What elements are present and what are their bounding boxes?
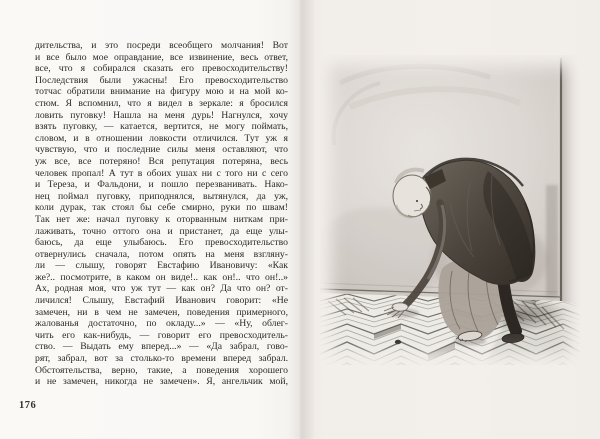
- text-line: Так нет же: начал пуговку к оторванным ниткам при-: [35, 213, 288, 225]
- text-line: жалованья достаточно, по окладу...» — «Ну, облег-: [35, 318, 288, 330]
- text-line: взять пуговку, — катается, вертится, не могу поймать,: [35, 121, 288, 133]
- text-line: словом, и в отношении ловкости отличился. Тут уж я: [35, 132, 288, 144]
- page-number: 176: [19, 400, 37, 411]
- body-text: [35, 40, 288, 388]
- text-line: личился! Слышу, Евстафий Иванович говорит: «Не: [35, 295, 288, 307]
- text-line: человек пропал! А тут в обоих ушах ни с того ни с сего: [35, 167, 288, 179]
- hand: [392, 303, 408, 311]
- text-line: Последствия были ужасны! Его превосходительство: [35, 74, 288, 86]
- text-line: уж все, все потеряно! Вся репутация потеряна, весь: [35, 155, 288, 167]
- illustration: [320, 55, 580, 365]
- wall-corner: [561, 55, 580, 305]
- text-line: и не замечен, никогда не замечен». Я, ангельчик мой,: [35, 376, 288, 388]
- text-line: лаживать, точно оттого она и пристанет, да еще улы-: [35, 225, 288, 237]
- text-line: Ах, родная моя, что уж тут — как он? Да что он? от-: [35, 283, 288, 295]
- text-line: ловить пуговку! Нашла на меня дурь! Нагнулся, хочу: [35, 109, 288, 121]
- text-line: нец поймал пуговку, приподнялся, вытянулся, да уж,: [35, 190, 288, 202]
- text-line: замечен, ни в чем не замечен, поведения примерного,: [35, 306, 288, 318]
- eye: [416, 200, 418, 202]
- text-line: рят, забрал, вот за столько-то времени вперед забрал.: [35, 353, 288, 365]
- text-line: все, что я собирался сказать его превосходительству!: [35, 63, 288, 75]
- text-line: отвернулись сначала, потом опять на меня взгляну-: [35, 248, 288, 260]
- text-line: дительства, и это посреди всеобщего молчания! Вот: [35, 40, 288, 51]
- text-line: тотчас обратили внимание на фигуру мою и на мой ко-: [35, 86, 288, 98]
- text-line: баюсь, да еще улыбаюсь. Его превосходительство: [35, 237, 288, 249]
- text-line: чувствую, что и последние силы меня оставляют, что: [35, 144, 288, 156]
- text-line: стюм. Я вспомнил, что я видел в зеркале: я бросился: [35, 97, 288, 109]
- right-page: [300, 0, 600, 439]
- text-line: и все было мое оправдание, все извинение, весь ответ,: [35, 51, 288, 63]
- button-on-floor: [395, 340, 401, 344]
- text-line: чить его как-нибудь, — говорит его превосходитель-: [35, 329, 288, 341]
- text-line: Обстоятельства, верно, такие, а поведения хорошего: [35, 364, 288, 376]
- text-line: ли — слышу, говорят Евстафию Ивановичу: «Как: [35, 260, 288, 272]
- text-line: ство. — Выдать ему вперед...» — «Да забрал, гово-: [35, 341, 288, 353]
- text-line: коли дурак, так стоял бы себе смирно, руки по швам!: [35, 202, 288, 214]
- text-line: и Тереза, и Фальдони, и пошло перезванивать. Нако-: [35, 179, 288, 191]
- text-line: же?.. посмотрите, в каком он виде!.. как он!.. что он!..»: [35, 271, 288, 283]
